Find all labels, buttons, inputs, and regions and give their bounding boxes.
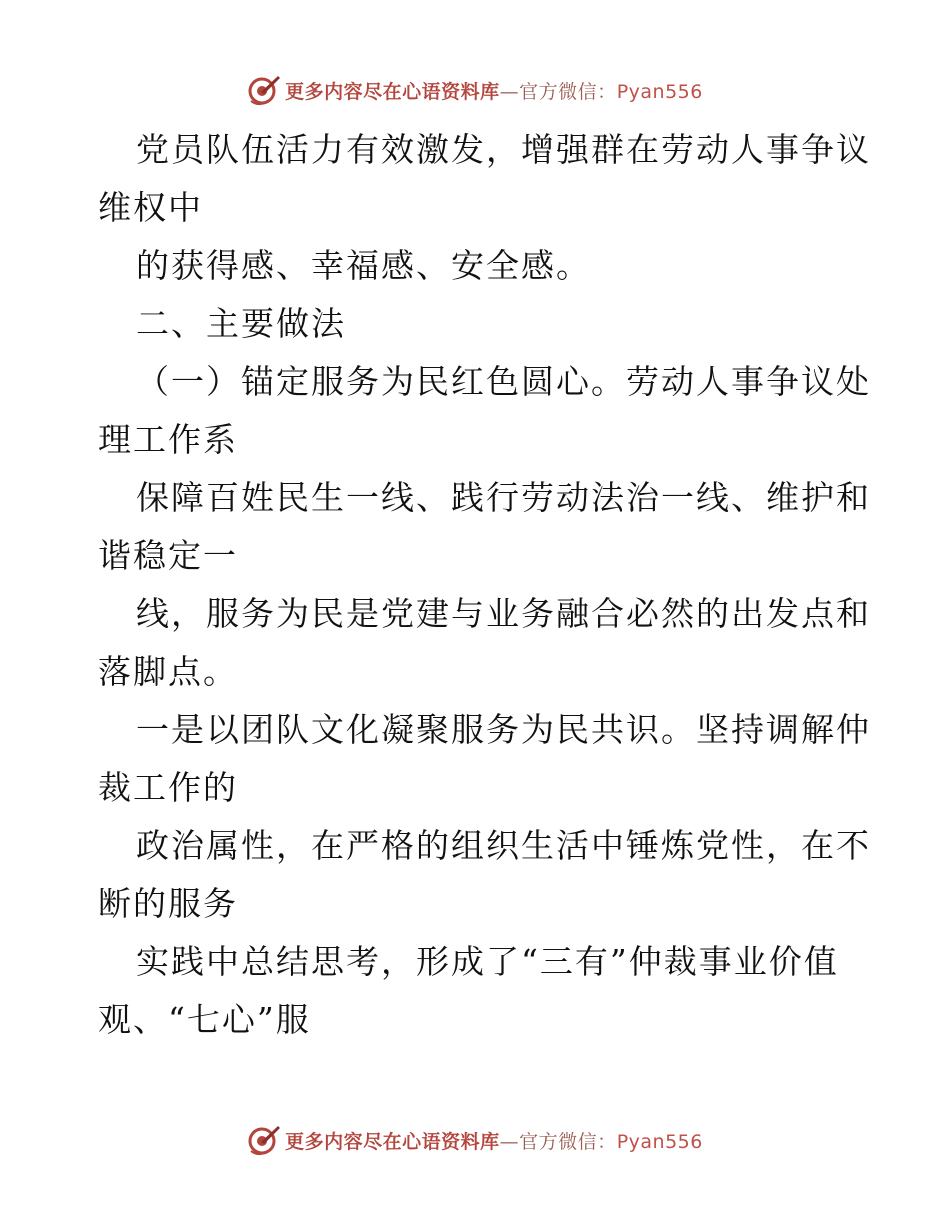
pen-circle-logo-icon [247, 73, 281, 107]
body-line: 保障百姓民生一线、践行劳动法治一线、维护和 [136, 478, 871, 517]
section-heading: 二、主要做法 [136, 304, 346, 343]
header-banner-text [285, 77, 703, 104]
header-banner-separator: — [499, 80, 520, 103]
body-line: 党员队伍活力有效激发，增强群在劳动人事争议 [136, 130, 871, 169]
body-line: 维权中 [98, 188, 203, 227]
body-line: 线，服务为民是党建与业务融合必然的出发点和 [136, 594, 871, 633]
footer-wechat-id: Pyan556 [616, 1130, 703, 1153]
body-line: 断的服务 [98, 884, 238, 923]
body-line: 落脚点。 [98, 652, 238, 691]
document-body [98, 121, 871, 1049]
footer-banner [0, 1122, 950, 1158]
body-line: 政治属性，在严格的组织生活中锤炼党性，在不 [136, 826, 871, 865]
footer-banner-separator: — [499, 1130, 520, 1153]
header-wechat-id: Pyan556 [616, 80, 703, 103]
body-line: 谐稳定一 [98, 536, 238, 575]
body-line: 的获得感、幸福感、安全感。 [136, 246, 591, 285]
body-line: 一是以团队文化凝聚服务为民共识。坚持调解仲 [136, 710, 871, 749]
body-line: 裁工作的 [98, 768, 238, 807]
body-line: 实践中总结思考，形成了“三有”仲裁事业价值 [136, 942, 839, 981]
header-banner [0, 72, 950, 108]
body-line: 观、“七心”服 [98, 1000, 311, 1039]
body-line: 理工作系 [98, 420, 238, 459]
body-line: （一）锚定服务为民红色圆心。劳动人事争议处 [136, 362, 871, 401]
footer-wechat-label: 官方微信： [519, 1130, 617, 1153]
pen-circle-logo-icon [247, 1123, 281, 1157]
footer-banner-text [285, 1127, 703, 1154]
header-wechat-label: 官方微信： [519, 80, 617, 103]
footer-banner-label: 更多内容尽在心语资料库 [285, 1130, 500, 1153]
header-banner-label: 更多内容尽在心语资料库 [285, 80, 500, 103]
